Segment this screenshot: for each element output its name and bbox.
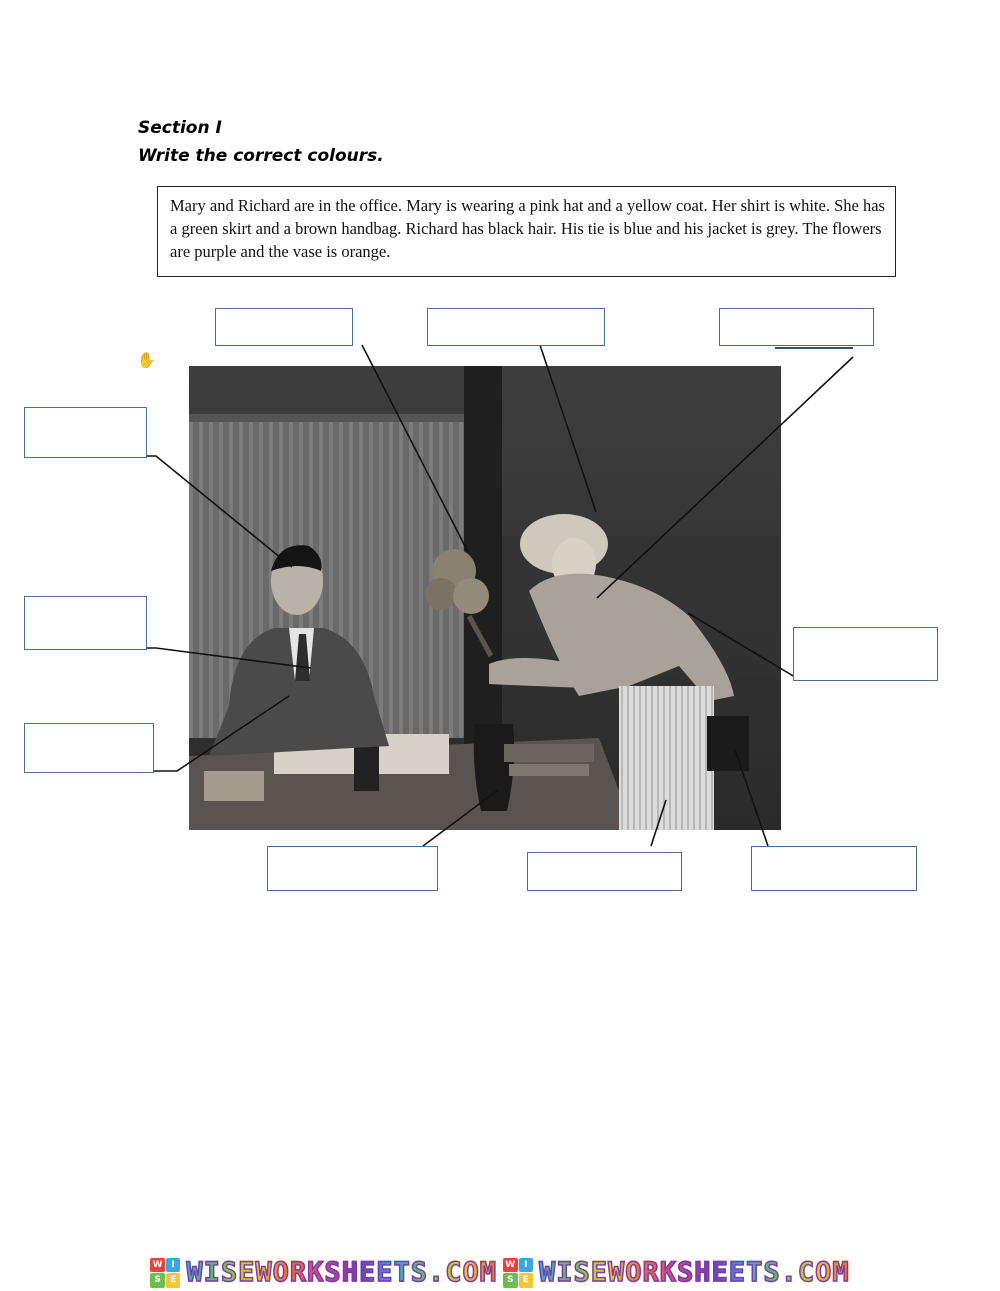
logo-letter: E [519,1273,534,1288]
answer-input[interactable] [794,628,937,680]
answer-box-vase[interactable] [267,846,438,891]
watermark-text: WISEWORKSHEETS.COM [186,1257,497,1288]
answer-box-tie[interactable] [24,596,147,650]
answer-box-handbag[interactable] [751,846,917,891]
logo-letter: I [166,1258,181,1273]
answer-box-hair[interactable] [24,407,147,458]
logo-letter: W [150,1258,165,1273]
answer-input[interactable] [25,724,153,772]
logo-letter: S [150,1273,165,1288]
answer-box-flowers[interactable] [215,308,353,346]
section-title: Section I [138,118,222,138]
answer-input[interactable] [216,309,352,345]
wiseworksheets-logo-icon [150,1258,180,1288]
logo-letter: I [519,1258,534,1273]
instruction-text: Write the correct colours. [138,146,384,166]
hand-cursor-icon: ✋ [137,351,156,369]
answer-box-shirt[interactable] [719,308,874,346]
footer-watermark [0,1254,1000,1291]
answer-input[interactable] [25,408,146,457]
answer-box-jacket[interactable] [24,723,154,773]
answer-box-hat[interactable] [427,308,605,346]
watermark-text: WISEWORKSHEETS.COM [539,1257,850,1288]
answer-input[interactable] [720,309,873,345]
wiseworksheets-logo-icon [503,1258,533,1288]
answer-input[interactable] [752,847,916,890]
reading-passage: Mary and Richard are in the office. Mary is wearing a pink hat and a yellow coat. Her shirt is white. She has a green skirt and a brown handbag. Richard has black hair. His tie is blue and his jacket is grey. The flowers are purple and the vase is orange. [157,186,896,277]
answer-box-coat[interactable] [793,627,938,681]
logo-letter: W [503,1258,518,1273]
answer-input[interactable] [428,309,604,345]
logo-letter: S [503,1273,518,1288]
logo-letter: E [166,1273,181,1288]
answer-input[interactable] [268,847,437,890]
office-photo [189,366,781,830]
answer-box-skirt[interactable] [527,852,682,891]
answer-input[interactable] [25,597,146,649]
answer-input[interactable] [528,853,681,890]
